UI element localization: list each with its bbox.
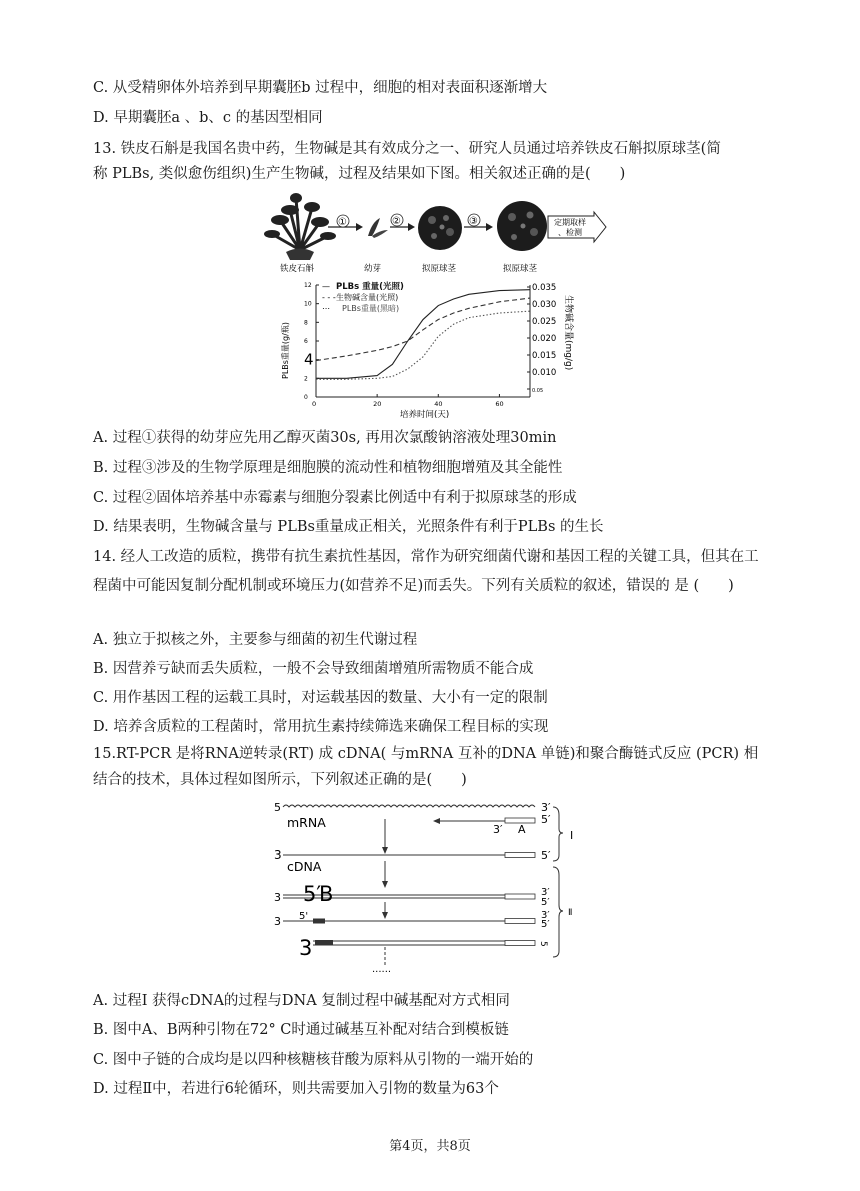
q13-option-a: A. 过程①获得的幼芽应先用乙醇灭菌30s, 再用次氯酸钠溶液处理30min bbox=[93, 430, 557, 446]
q14-option-b: B. 因营养亏缺而丢失质粒，一般不会导致细菌增殖所需物质不能合成 bbox=[93, 661, 534, 677]
chart-y-right-tick-label: 0.030 bbox=[532, 300, 557, 310]
page-footer: 第4页，共8页 bbox=[389, 1139, 471, 1154]
chart-y-right-tick-label: 0.020 bbox=[532, 334, 557, 344]
plb-cluster-1 bbox=[418, 206, 462, 250]
q13-option-c: C. 过程②固体培养基中赤霉素与细胞分裂素比例适中有利于拟原球茎的形成 bbox=[93, 490, 577, 506]
q13-stem-line2: 称 PLBs, 类似愈伤组织)生产生物碱，过程及结果如下图。相关叙述正确的是( ) bbox=[93, 166, 626, 182]
chart-y-left-tick-label: 4 bbox=[304, 350, 314, 369]
q15-stem-line1: 15.RT-PCR 是将RNA逆转录(RT) 成 cDNA( 与mRNA 互补的DNA 单链)和聚合酶链式反应 (PCR) 相 bbox=[93, 746, 759, 762]
continuation-dots: ...... bbox=[372, 964, 392, 975]
pcr2-end-5p: 5′ bbox=[541, 919, 550, 930]
mrna-end-5: 5 bbox=[274, 801, 281, 814]
chart-y-left-tick-label: 0 bbox=[304, 394, 308, 401]
chart-x-tick-label: 60 bbox=[495, 400, 504, 408]
chart-x-tick-label: 40 bbox=[434, 400, 443, 408]
chart-legend-label-1: PLBs 重量(光照) bbox=[336, 282, 404, 292]
process-label-1: 铁皮石斛 bbox=[280, 264, 315, 274]
chart-y-right-tick-label: 0.015 bbox=[532, 351, 557, 361]
q15-option-c: C. 图中子链的合成均是以四种核糖核苷酸为原料从引物的一端开始的 bbox=[93, 1052, 534, 1068]
chart-x-tick-label: 0 bbox=[312, 400, 317, 408]
chart-series-line-3 bbox=[316, 311, 530, 379]
pcr1-end-3: 3 bbox=[274, 891, 281, 904]
chart-legend-label-3: PLBs重量(黑暗) bbox=[342, 304, 400, 313]
q15-option-a: A. 过程Ⅰ 获得cDNA的过程与DNA 复制过程中碱基配对方式相同 bbox=[93, 993, 510, 1009]
q15-option-d: D. 过程Ⅱ中，若进行6轮循环，则共需要加入引物的数量为63个 bbox=[93, 1081, 499, 1097]
pcr1-end-3p: 3′ bbox=[541, 887, 550, 898]
chart-y-right-tick-label: 0.010 bbox=[532, 368, 557, 378]
stage-1-label: Ⅰ bbox=[570, 829, 574, 842]
chart-y-right-tick-label: 0.035 bbox=[532, 283, 557, 293]
chart-series-line-1 bbox=[316, 290, 530, 379]
cdna-end-3: 3 bbox=[274, 848, 282, 862]
chart-ylabel-left: PLBs重量(g/瓶) bbox=[281, 322, 290, 379]
stage-1-bracket bbox=[553, 807, 563, 861]
pcr1-end-5p: 5′ bbox=[541, 897, 550, 908]
chart-x-tick-label: 20 bbox=[373, 400, 382, 408]
chart-y-left-tick-label: 12 bbox=[304, 282, 312, 289]
chart-y-left-tick-label: 6 bbox=[304, 338, 308, 345]
q13-option-d: D. 结果表明，生物碱含量与 PLBs重量成正相关，光照条件有利于PLBs 的生长 bbox=[93, 519, 604, 535]
q12-option-d: D. 早期囊胚a 、b、c 的基因型相同 bbox=[93, 110, 323, 126]
process-step-2: ② bbox=[392, 216, 401, 227]
orchid-plant-illustration bbox=[264, 193, 336, 260]
q13-stem-line1: 13. 铁皮石斛是我国名贵中药，生物碱是其有效成分之一、研究人员通过培养铁皮石斛拟原球茎(简 bbox=[93, 141, 721, 157]
plb-cluster-2 bbox=[497, 201, 547, 251]
chart-ylabel-right: 生物碱含量(mg/g) bbox=[563, 295, 573, 371]
chart-legend-marker-3: ⋯ bbox=[322, 304, 330, 313]
chart-y-left-tick-label: 2 bbox=[304, 375, 308, 383]
primer-b-label: B bbox=[319, 882, 334, 906]
pcr3-end-5: 5 bbox=[538, 941, 548, 947]
process-step-1: ① bbox=[338, 217, 347, 228]
cdna-label: cDNA bbox=[287, 859, 322, 874]
chart-y-right-tick-label: 0.025 bbox=[532, 317, 557, 327]
chart-y-left-tick-label: 8 bbox=[304, 319, 308, 327]
pcr2-end-3p: 3′ bbox=[541, 910, 550, 921]
process-label-2: 幼芽 bbox=[364, 264, 382, 274]
q14-option-a: A. 独立于拟核之外，主要参与细菌的初生代谢过程 bbox=[93, 632, 418, 648]
q13-process-figure bbox=[250, 190, 610, 278]
big-3-label: 3 bbox=[299, 936, 313, 960]
q13-option-b: B. 过程③涉及的生物学原理是细胞膜的流动性和植物细胞增殖及其全能性 bbox=[93, 460, 563, 476]
chart-legend-marker-2: - - - bbox=[322, 293, 336, 302]
process-step-3: ③ bbox=[469, 216, 478, 227]
sampling-box-line2: 、检测 bbox=[558, 228, 582, 237]
mrna-label: mRNA bbox=[287, 815, 326, 830]
chart-legend-label-2: 生物碱含量(光照) bbox=[336, 293, 399, 302]
big-5p-label: 5′ bbox=[303, 882, 322, 906]
cdna-end-5p: 5′ bbox=[541, 849, 551, 862]
primer-a-label: A bbox=[518, 823, 526, 836]
q15-stem-line2: 结合的技术，具体过程如图所示，下列叙述正确的是( ) bbox=[93, 772, 467, 788]
q12-option-c: C. 从受精卵体外培养到早期囊胚b 过程中，细胞的相对表面积逐渐增大 bbox=[93, 80, 548, 96]
process-label-4: 拟原球茎 bbox=[503, 264, 538, 274]
chart-xlabel: 培养时间(天) bbox=[400, 410, 450, 420]
q14-option-c: C. 用作基因工程的运载工具时，对运载基因的数量、大小有一定的限制 bbox=[93, 690, 548, 706]
q14-option-d: D. 培养含质粒的工程菌时，常用抗生素持续筛选来确保工程目标的实现 bbox=[93, 719, 549, 735]
q15-rtpcr-diagram bbox=[265, 795, 595, 980]
stage-2-bracket bbox=[553, 867, 563, 957]
process-label-3: 拟原球茎 bbox=[422, 264, 457, 274]
q15-option-b: B. 图中A、B两种引物在72° C时通过碱基互补配对结合到模板链 bbox=[93, 1022, 509, 1038]
seedling-illustration bbox=[368, 218, 388, 238]
sampling-box-line1: 定期取样 bbox=[554, 218, 586, 227]
mrna-end-3p: 3′ bbox=[541, 801, 551, 814]
chart-y-right-tick-label: 0.05 bbox=[532, 388, 544, 394]
stage-2-label: Ⅱ bbox=[568, 908, 573, 918]
sampling-arrow-box bbox=[548, 212, 606, 242]
q13-line-chart bbox=[280, 279, 600, 421]
pcr2-end-3: 3 bbox=[274, 915, 281, 928]
chart-legend-marker-1: — bbox=[322, 282, 330, 291]
small-5p-label: 5' bbox=[299, 911, 309, 922]
mrna-strand bbox=[283, 805, 535, 807]
primer-a-end-3p: 3′ bbox=[493, 823, 503, 836]
q14-stem: 14. 经人工改造的质粒，携带有抗生素抗性基因，常作为研究细菌代谢和基因工程的关键工具，但其在工程菌中可能因复制分配机制或环境压力(如营养不足)而丢失。下列有关质粒的叙述，错误的 是 ( ) bbox=[93, 549, 759, 594]
primer-a-end-5p: 5′ bbox=[541, 813, 551, 826]
chart-y-left-tick-label: 10 bbox=[304, 300, 312, 308]
